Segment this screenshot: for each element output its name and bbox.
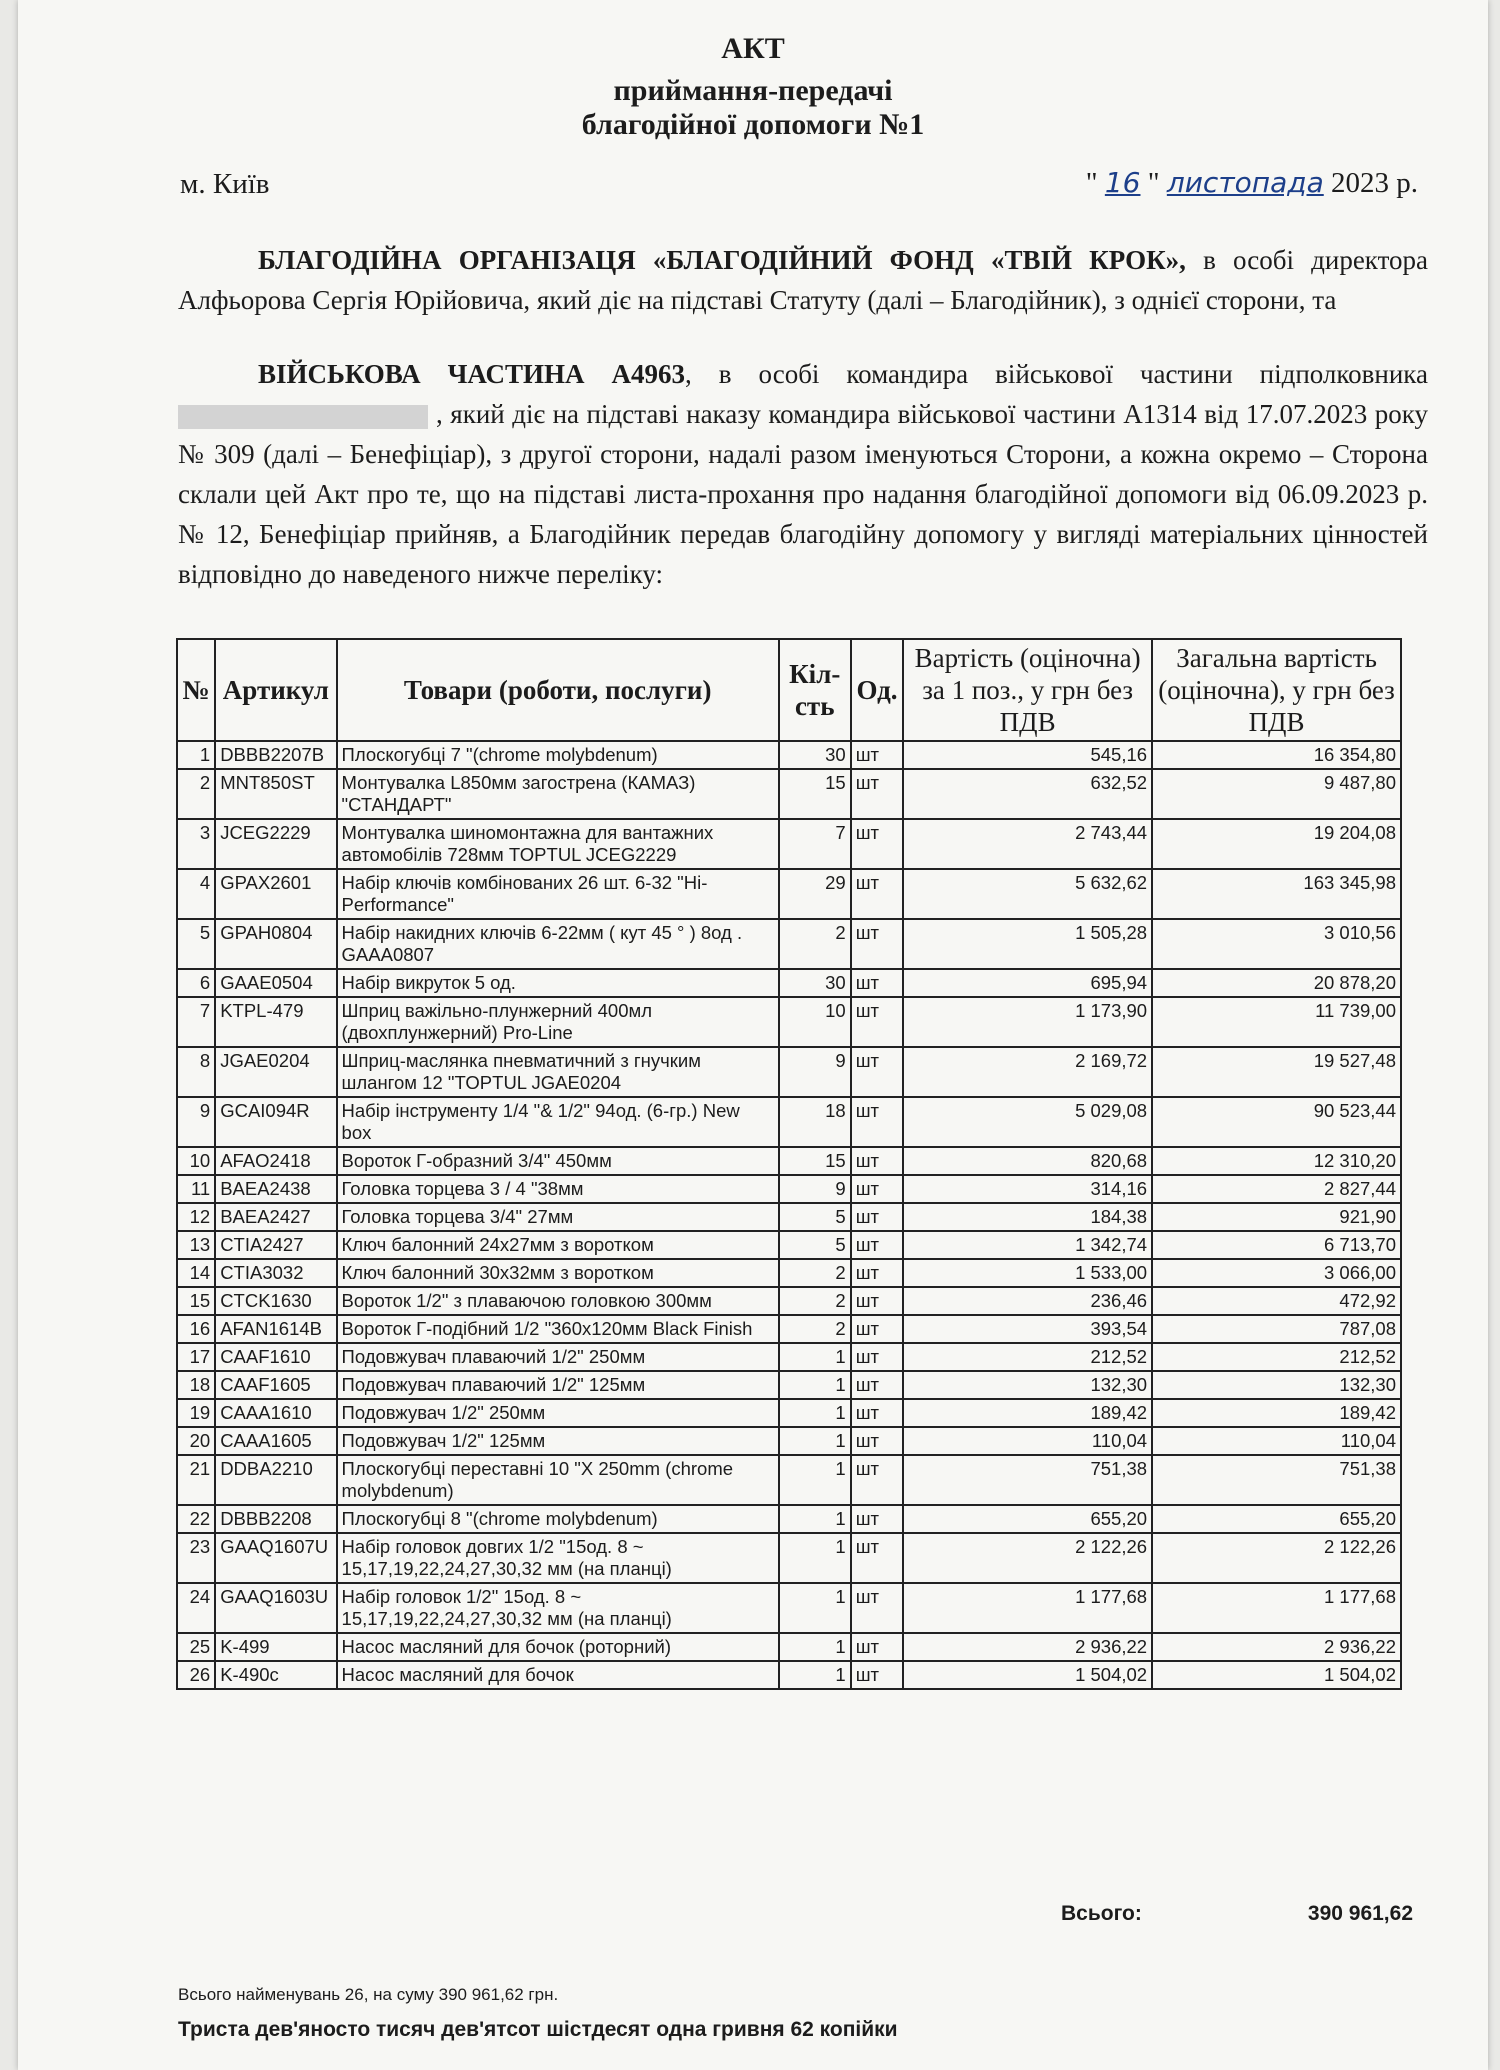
row-article: GAAQ1603U <box>215 1583 336 1633</box>
row-total-price: 3 010,56 <box>1152 919 1401 969</box>
row-total-price: 1 177,68 <box>1152 1583 1401 1633</box>
table-row <box>177 1399 1401 1427</box>
row-goods-name: Набір інструменту 1/4 "& 1/2" 94од. (6-гр.) New box <box>337 1097 779 1147</box>
row-goods-name: Плоскогубці 8 "(chrome molybdenum) <box>337 1505 779 1533</box>
row-total-price: 212,52 <box>1152 1343 1401 1371</box>
party2-name: ВІЙСЬКОВА ЧАСТИНА А4963 <box>258 359 686 389</box>
row-unit: шт <box>851 1371 904 1399</box>
row-unit: шт <box>851 819 904 869</box>
row-total-price: 1 504,02 <box>1152 1661 1401 1689</box>
row-unit-price: 1 173,90 <box>903 997 1152 1047</box>
row-unit-price: 189,42 <box>903 1399 1152 1427</box>
row-unit: шт <box>851 1533 904 1583</box>
row-article: AFAN1614B <box>215 1315 336 1343</box>
row-unit-price: 2 169,72 <box>903 1047 1152 1097</box>
row-article: CAAA1605 <box>215 1427 336 1455</box>
row-total-price: 16 354,80 <box>1152 741 1401 769</box>
row-article: JGAE0204 <box>215 1047 336 1097</box>
row-quantity: 15 <box>779 1147 851 1175</box>
table-row <box>177 1583 1401 1633</box>
row-article: BAEA2438 <box>215 1175 336 1203</box>
row-quantity: 9 <box>779 1047 851 1097</box>
row-goods-name: Монтувалка шиномонтажна для вантажних автомобілів 728мм TOPTUL JCEG2229 <box>337 819 779 869</box>
row-goods-name: Плоскогубці 7 "(chrome molybdenum) <box>337 741 779 769</box>
row-unit: шт <box>851 1047 904 1097</box>
row-total-price: 2 122,26 <box>1152 1533 1401 1583</box>
party1-text: в особі директора Алфьорова Сергія Юрійовича, який діє на підставі Статуту (далі – Благодійник), з однієї сторони, та <box>178 245 1428 315</box>
place: м. Київ <box>180 168 270 200</box>
row-unit-price: 2 743,44 <box>903 819 1152 869</box>
row-number: 6 <box>177 969 215 997</box>
table-row <box>177 1661 1401 1689</box>
row-unit-price: 1 342,74 <box>903 1231 1152 1259</box>
row-unit-price: 655,20 <box>903 1505 1152 1533</box>
totals-value: 390 961,62 <box>1307 1902 1413 1925</box>
row-quantity: 1 <box>779 1583 851 1633</box>
date-quote-close: " <box>1147 167 1160 199</box>
row-number: 18 <box>177 1371 215 1399</box>
date-day-handwritten: 16 <box>1104 166 1141 199</box>
party1-name: БЛАГОДІЙНА ОРГАНІЗАЦЯ «БЛАГОДІЙНИЙ ФОНД «ТВІЙ КРОК», <box>258 245 1186 275</box>
row-unit: шт <box>851 1427 904 1455</box>
row-number: 1 <box>177 741 215 769</box>
row-unit-price: 184,38 <box>903 1203 1152 1231</box>
row-number: 22 <box>177 1505 215 1533</box>
header-article: Артикул <box>215 639 336 741</box>
row-quantity: 2 <box>779 1315 851 1343</box>
party2-text-before: , в особі командира військової частини підполковника <box>685 359 1428 389</box>
row-unit: шт <box>851 969 904 997</box>
row-quantity: 1 <box>779 1661 851 1689</box>
row-number: 24 <box>177 1583 215 1633</box>
row-unit-price: 5 632,62 <box>903 869 1152 919</box>
row-unit-price: 820,68 <box>903 1147 1152 1175</box>
paragraph-party1 <box>178 240 1428 320</box>
row-article: K-499 <box>215 1633 336 1661</box>
row-article: GPAH0804 <box>215 919 336 969</box>
redacted-name <box>178 405 428 429</box>
row-article: BAEA2427 <box>215 1203 336 1231</box>
document-subtitle-1: приймання-передачі <box>613 74 893 107</box>
row-total-price: 110,04 <box>1152 1427 1401 1455</box>
table-row <box>177 1231 1401 1259</box>
row-number: 9 <box>177 1097 215 1147</box>
row-number: 8 <box>177 1047 215 1097</box>
row-goods-name: Набір ключів комбінованих 26 шт. 6-32 "Hi-Performance" <box>337 869 779 919</box>
table-row <box>177 1427 1401 1455</box>
totals-label: Всього: <box>1061 1902 1142 1925</box>
date-quote-open: " <box>1085 167 1098 199</box>
row-number: 11 <box>177 1175 215 1203</box>
table-row <box>177 819 1401 869</box>
row-goods-name: Подовжувач плаваючий 1/2" 125мм <box>337 1371 779 1399</box>
header-unit: Од. <box>851 639 904 741</box>
row-unit-price: 212,52 <box>903 1343 1152 1371</box>
table-row <box>177 1633 1401 1661</box>
row-unit-price: 2 936,22 <box>903 1633 1152 1661</box>
row-unit: шт <box>851 1661 904 1689</box>
document-title: АКТ <box>721 32 785 65</box>
row-goods-name: Шприц-маслянка пневматичний з гнучким шлангом 12 "TOPTUL JGAE0204 <box>337 1047 779 1097</box>
row-total-price: 19 204,08 <box>1152 819 1401 869</box>
row-goods-name: Ключ балонний 24x27мм з воротком <box>337 1231 779 1259</box>
table-row <box>177 1097 1401 1147</box>
row-total-price: 132,30 <box>1152 1371 1401 1399</box>
row-goods-name: Набір головок довгих 1/2 "15од. 8 ~ 15,17,19,22,24,27,30,32 мм (на планці) <box>337 1533 779 1583</box>
row-number: 21 <box>177 1455 215 1505</box>
row-goods-name: Шприц важільно-плунжерний 400мл (двохплунжерний) Pro-Line <box>337 997 779 1047</box>
row-unit: шт <box>851 1343 904 1371</box>
row-article: CAAF1610 <box>215 1343 336 1371</box>
header-total: Загальна вартість (оціночна), у грн без ПДВ <box>1152 639 1401 741</box>
table-row <box>177 1175 1401 1203</box>
row-number: 5 <box>177 919 215 969</box>
row-total-price: 11 739,00 <box>1152 997 1401 1047</box>
row-unit-price: 110,04 <box>903 1427 1152 1455</box>
row-article: KTPL-479 <box>215 997 336 1047</box>
row-goods-name: Головка торцева 3/4" 27мм <box>337 1203 779 1231</box>
row-number: 26 <box>177 1661 215 1689</box>
table-row <box>177 1287 1401 1315</box>
row-goods-name: Набір викруток 5 од. <box>337 969 779 997</box>
row-quantity: 2 <box>779 1287 851 1315</box>
row-unit: шт <box>851 869 904 919</box>
table-row <box>177 1343 1401 1371</box>
table-row <box>177 997 1401 1047</box>
row-quantity: 15 <box>779 769 851 819</box>
row-unit-price: 1 177,68 <box>903 1583 1152 1633</box>
row-number: 23 <box>177 1533 215 1583</box>
table-row <box>177 1315 1401 1343</box>
row-total-price: 3 066,00 <box>1152 1259 1401 1287</box>
row-goods-name: Подовжувач 1/2" 125мм <box>337 1427 779 1455</box>
row-unit: шт <box>851 1455 904 1505</box>
row-article: CTIA2427 <box>215 1231 336 1259</box>
row-number: 3 <box>177 819 215 869</box>
row-quantity: 10 <box>779 997 851 1047</box>
row-number: 10 <box>177 1147 215 1175</box>
row-goods-name: Вороток 1/2" з плаваючою головкою 300мм <box>337 1287 779 1315</box>
row-number: 16 <box>177 1315 215 1343</box>
row-number: 15 <box>177 1287 215 1315</box>
row-goods-name: Вороток Г-подібний 1/2 "360x120мм Black Finish <box>337 1315 779 1343</box>
row-number: 19 <box>177 1399 215 1427</box>
row-unit: шт <box>851 919 904 969</box>
row-goods-name: Набір накидних ключів 6-22мм ( кут 45 ° ) 8од . GAAA0807 <box>337 919 779 969</box>
row-total-price: 189,42 <box>1152 1399 1401 1427</box>
table-header-row <box>177 639 1401 741</box>
row-total-price: 6 713,70 <box>1152 1231 1401 1259</box>
row-total-price: 9 487,80 <box>1152 769 1401 819</box>
row-unit: шт <box>851 1203 904 1231</box>
header-qty: Кіл-сть <box>779 639 851 741</box>
row-number: 12 <box>177 1203 215 1231</box>
row-unit-price: 751,38 <box>903 1455 1152 1505</box>
row-unit: шт <box>851 769 904 819</box>
date-year: 2023 р. <box>1331 167 1418 199</box>
table-row <box>177 1505 1401 1533</box>
row-article: CTCK1630 <box>215 1287 336 1315</box>
row-unit-price: 132,30 <box>903 1371 1152 1399</box>
row-goods-name: Подовжувач плаваючий 1/2" 250мм <box>337 1343 779 1371</box>
row-total-price: 163 345,98 <box>1152 869 1401 919</box>
row-goods-name: Насос масляний для бочок (роторний) <box>337 1633 779 1661</box>
row-total-price: 921,90 <box>1152 1203 1401 1231</box>
row-unit-price: 1 504,02 <box>903 1661 1152 1689</box>
row-unit: шт <box>851 1097 904 1147</box>
row-unit: шт <box>851 1147 904 1175</box>
date-month-handwritten: листопада <box>1166 166 1324 199</box>
row-article: MNT850ST <box>215 769 336 819</box>
row-article: K-490c <box>215 1661 336 1689</box>
row-quantity: 1 <box>779 1427 851 1455</box>
paragraph-party2 <box>178 354 1428 594</box>
table-row <box>177 969 1401 997</box>
row-goods-name: Вороток Г-образний 3/4" 450мм <box>337 1147 779 1175</box>
header-price: Вартість (оціночна) за 1 поз., у грн без ПДВ <box>903 639 1152 741</box>
row-goods-name: Монтувалка L850мм загострена (КАМАЗ) "СТАНДАРТ" <box>337 769 779 819</box>
row-total-price: 472,92 <box>1152 1287 1401 1315</box>
row-number: 25 <box>177 1633 215 1661</box>
row-article: GCAI094R <box>215 1097 336 1147</box>
document-subtitle-2: благодійної допомоги №1 <box>581 108 925 141</box>
row-number: 14 <box>177 1259 215 1287</box>
row-unit: шт <box>851 1315 904 1343</box>
row-unit: шт <box>851 1259 904 1287</box>
row-quantity: 29 <box>779 869 851 919</box>
row-article: GAAE0504 <box>215 969 336 997</box>
row-quantity: 9 <box>779 1175 851 1203</box>
table-row <box>177 1047 1401 1097</box>
row-goods-name: Головка торцева 3 / 4 "38мм <box>337 1175 779 1203</box>
party2-text-after: , який діє на підставі наказу командира військової частини А1314 від 17.07.2023 року № 309 (далі – Бенефіціар), з другої сторони, надалі разом іменуються Сторони, а кожна окремо – Сторона склали цей Акт про те, що на підставі листа-прохання про надання благодійної допомоги від 06.09.2023 р. № 12, Бенефіціар прийняв, а Благодійник передав благодійну допомогу у вигляді матеріальних цінностей відповідно до наведеного нижче переліку: <box>178 399 1428 589</box>
row-quantity: 1 <box>779 1533 851 1583</box>
row-quantity: 7 <box>779 819 851 869</box>
row-quantity: 30 <box>779 969 851 997</box>
row-quantity: 18 <box>779 1097 851 1147</box>
row-unit-price: 1 533,00 <box>903 1259 1152 1287</box>
row-unit-price: 5 029,08 <box>903 1097 1152 1147</box>
row-unit: шт <box>851 1287 904 1315</box>
row-unit: шт <box>851 1399 904 1427</box>
row-unit-price: 632,52 <box>903 769 1152 819</box>
row-article: AFAO2418 <box>215 1147 336 1175</box>
row-number: 4 <box>177 869 215 919</box>
row-unit: шт <box>851 1231 904 1259</box>
row-goods-name: Подовжувач 1/2" 250мм <box>337 1399 779 1427</box>
table-row <box>177 1203 1401 1231</box>
row-article: DBBB2208 <box>215 1505 336 1533</box>
row-unit: шт <box>851 1633 904 1661</box>
header-goods: Товари (роботи, послуги) <box>337 639 779 741</box>
table-row <box>177 1147 1401 1175</box>
header-num: № <box>177 639 215 741</box>
row-total-price: 655,20 <box>1152 1505 1401 1533</box>
row-unit: шт <box>851 997 904 1047</box>
row-unit-price: 393,54 <box>903 1315 1152 1343</box>
row-number: 13 <box>177 1231 215 1259</box>
row-number: 17 <box>177 1343 215 1371</box>
row-total-price: 751,38 <box>1152 1455 1401 1505</box>
row-article: CTIA3032 <box>215 1259 336 1287</box>
row-unit: шт <box>851 741 904 769</box>
row-unit-price: 1 505,28 <box>903 919 1152 969</box>
document-page <box>18 0 1488 2070</box>
row-quantity: 1 <box>779 1343 851 1371</box>
date <box>1086 166 1418 200</box>
row-number: 7 <box>177 997 215 1047</box>
row-number: 2 <box>177 769 215 819</box>
row-article: GAAQ1607U <box>215 1533 336 1583</box>
row-total-price: 12 310,20 <box>1152 1147 1401 1175</box>
amount-in-words: Триста дев'яносто тисяч дев'ятсот шістдесят одна гривня 62 копійки <box>178 2018 898 2041</box>
row-article: DBBB2207B <box>215 741 336 769</box>
row-article: JCEG2229 <box>215 819 336 869</box>
table-row <box>177 741 1401 769</box>
table-row <box>177 1371 1401 1399</box>
row-unit-price: 2 122,26 <box>903 1533 1152 1583</box>
row-unit-price: 314,16 <box>903 1175 1152 1203</box>
row-goods-name: Насос масляний для бочок <box>337 1661 779 1689</box>
row-unit-price: 236,46 <box>903 1287 1152 1315</box>
row-quantity: 1 <box>779 1505 851 1533</box>
row-quantity: 1 <box>779 1455 851 1505</box>
row-article: CAAF1605 <box>215 1371 336 1399</box>
row-unit-price: 695,94 <box>903 969 1152 997</box>
row-total-price: 90 523,44 <box>1152 1097 1401 1147</box>
row-total-price: 787,08 <box>1152 1315 1401 1343</box>
row-quantity: 1 <box>779 1633 851 1661</box>
row-article: DDBA2210 <box>215 1455 336 1505</box>
table-row <box>177 1455 1401 1505</box>
table-row <box>177 1259 1401 1287</box>
summary-line: Всього найменувань 26, на суму 390 961,62 грн. <box>178 1985 559 2004</box>
row-quantity: 2 <box>779 919 851 969</box>
row-number: 20 <box>177 1427 215 1455</box>
row-quantity: 30 <box>779 741 851 769</box>
row-quantity: 5 <box>779 1231 851 1259</box>
table-row <box>177 769 1401 819</box>
table-row <box>177 1533 1401 1583</box>
row-quantity: 1 <box>779 1371 851 1399</box>
row-total-price: 2 827,44 <box>1152 1175 1401 1203</box>
row-goods-name: Ключ балонний 30x32мм з воротком <box>337 1259 779 1287</box>
row-unit-price: 545,16 <box>903 741 1152 769</box>
row-quantity: 2 <box>779 1259 851 1287</box>
row-article: GPAX2601 <box>215 869 336 919</box>
row-quantity: 1 <box>779 1399 851 1427</box>
row-total-price: 19 527,48 <box>1152 1047 1401 1097</box>
row-total-price: 2 936,22 <box>1152 1633 1401 1661</box>
row-total-price: 20 878,20 <box>1152 969 1401 997</box>
row-goods-name: Набір головок 1/2" 15од. 8 ~ 15,17,19,22,24,27,30,32 мм (на планці) <box>337 1583 779 1633</box>
table-row <box>177 919 1401 969</box>
row-goods-name: Плоскогубці переставні 10 "X 250mm (chrome molybdenum) <box>337 1455 779 1505</box>
goods-table <box>176 638 1402 1690</box>
row-unit: шт <box>851 1175 904 1203</box>
row-unit: шт <box>851 1583 904 1633</box>
table-row <box>177 869 1401 919</box>
row-article: CAAA1610 <box>215 1399 336 1427</box>
row-quantity: 5 <box>779 1203 851 1231</box>
row-unit: шт <box>851 1505 904 1533</box>
